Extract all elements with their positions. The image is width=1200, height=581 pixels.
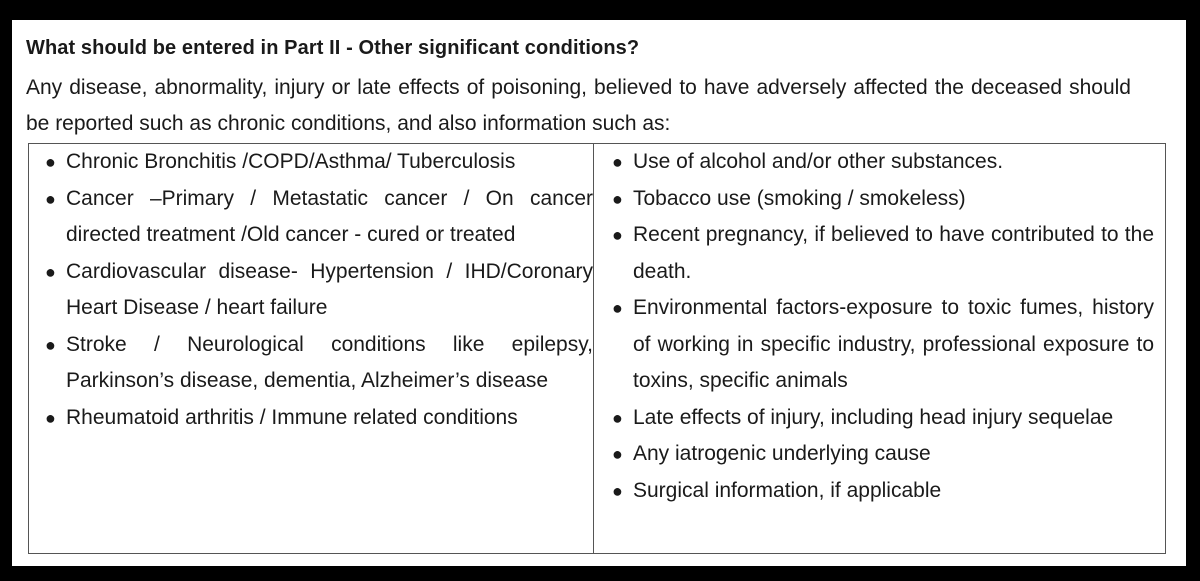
left-bullet-list (45, 144, 593, 436)
bullet-icon: ● (45, 152, 56, 172)
list-item-text: Late effects of injury, including head injury sequelae (633, 405, 1114, 429)
list-item (45, 400, 593, 437)
list-item (612, 217, 1154, 290)
right-bullet-list (612, 144, 1154, 509)
list-item-text: Rheumatoid arthritis / Immune related conditions (66, 405, 518, 429)
list-item (612, 473, 1154, 510)
section-heading: What should be entered in Part II - Other significant conditions? (26, 37, 640, 59)
conditions-table (28, 143, 1166, 554)
list-item (45, 181, 593, 254)
bullet-icon: ● (612, 407, 623, 428)
list-item-text: Cardiovascular disease- Hypertension / IHD/Coronary Heart Disease / heart failure (66, 259, 593, 319)
list-item (612, 144, 1154, 181)
list-item-text: Environmental factors-exposure to toxic fumes, history of working in specific industry, professional exposure to toxins, specific animals (633, 296, 1154, 392)
list-item-text: Recent pregnancy, if believed to have contributed to the death. (633, 223, 1154, 283)
intro-paragraph: Any disease, abnormality, injury or late effects of poisoning, believed to have adversely affected the deceased should be reported such as chronic conditions, and also information such as: (26, 76, 1131, 135)
list-item (612, 290, 1154, 400)
list-item (45, 254, 593, 327)
document-page (12, 20, 1186, 566)
list-item-text: Tobacco use (smoking / smokeless) (633, 186, 966, 210)
left-column (29, 144, 594, 553)
list-item-text: Chronic Bronchitis /COPD/Asthma/ Tuberculosis (66, 150, 516, 173)
list-item (45, 327, 593, 400)
list-item-text: Surgical information, if applicable (633, 478, 942, 502)
bullet-icon: ● (45, 261, 56, 282)
bullet-icon: ● (612, 152, 623, 172)
list-item (612, 181, 1154, 218)
list-item-text: Use of alcohol and/or other substances. (633, 150, 1004, 173)
right-column (594, 144, 1164, 553)
list-item-text: Cancer –Primary / Metastatic cancer / On cancer directed treatment /Old cancer - cured or treated (66, 186, 593, 246)
list-item-text: Any iatrogenic underlying cause (633, 442, 931, 465)
bullet-icon: ● (45, 407, 56, 428)
bullet-icon: ● (45, 188, 56, 209)
bullet-icon: ● (612, 480, 623, 501)
list-item-text: Stroke / Neurological conditions like epilepsy, Parkinson’s disease, dementia, Alzheimer’s disease (66, 332, 593, 392)
bullet-icon: ● (612, 225, 623, 245)
bullet-icon: ● (612, 444, 623, 464)
bullet-icon: ● (45, 334, 56, 355)
list-item (45, 144, 593, 181)
list-item (612, 400, 1154, 437)
list-item (612, 436, 1154, 473)
bullet-icon: ● (612, 188, 623, 209)
bullet-icon: ● (612, 298, 623, 318)
